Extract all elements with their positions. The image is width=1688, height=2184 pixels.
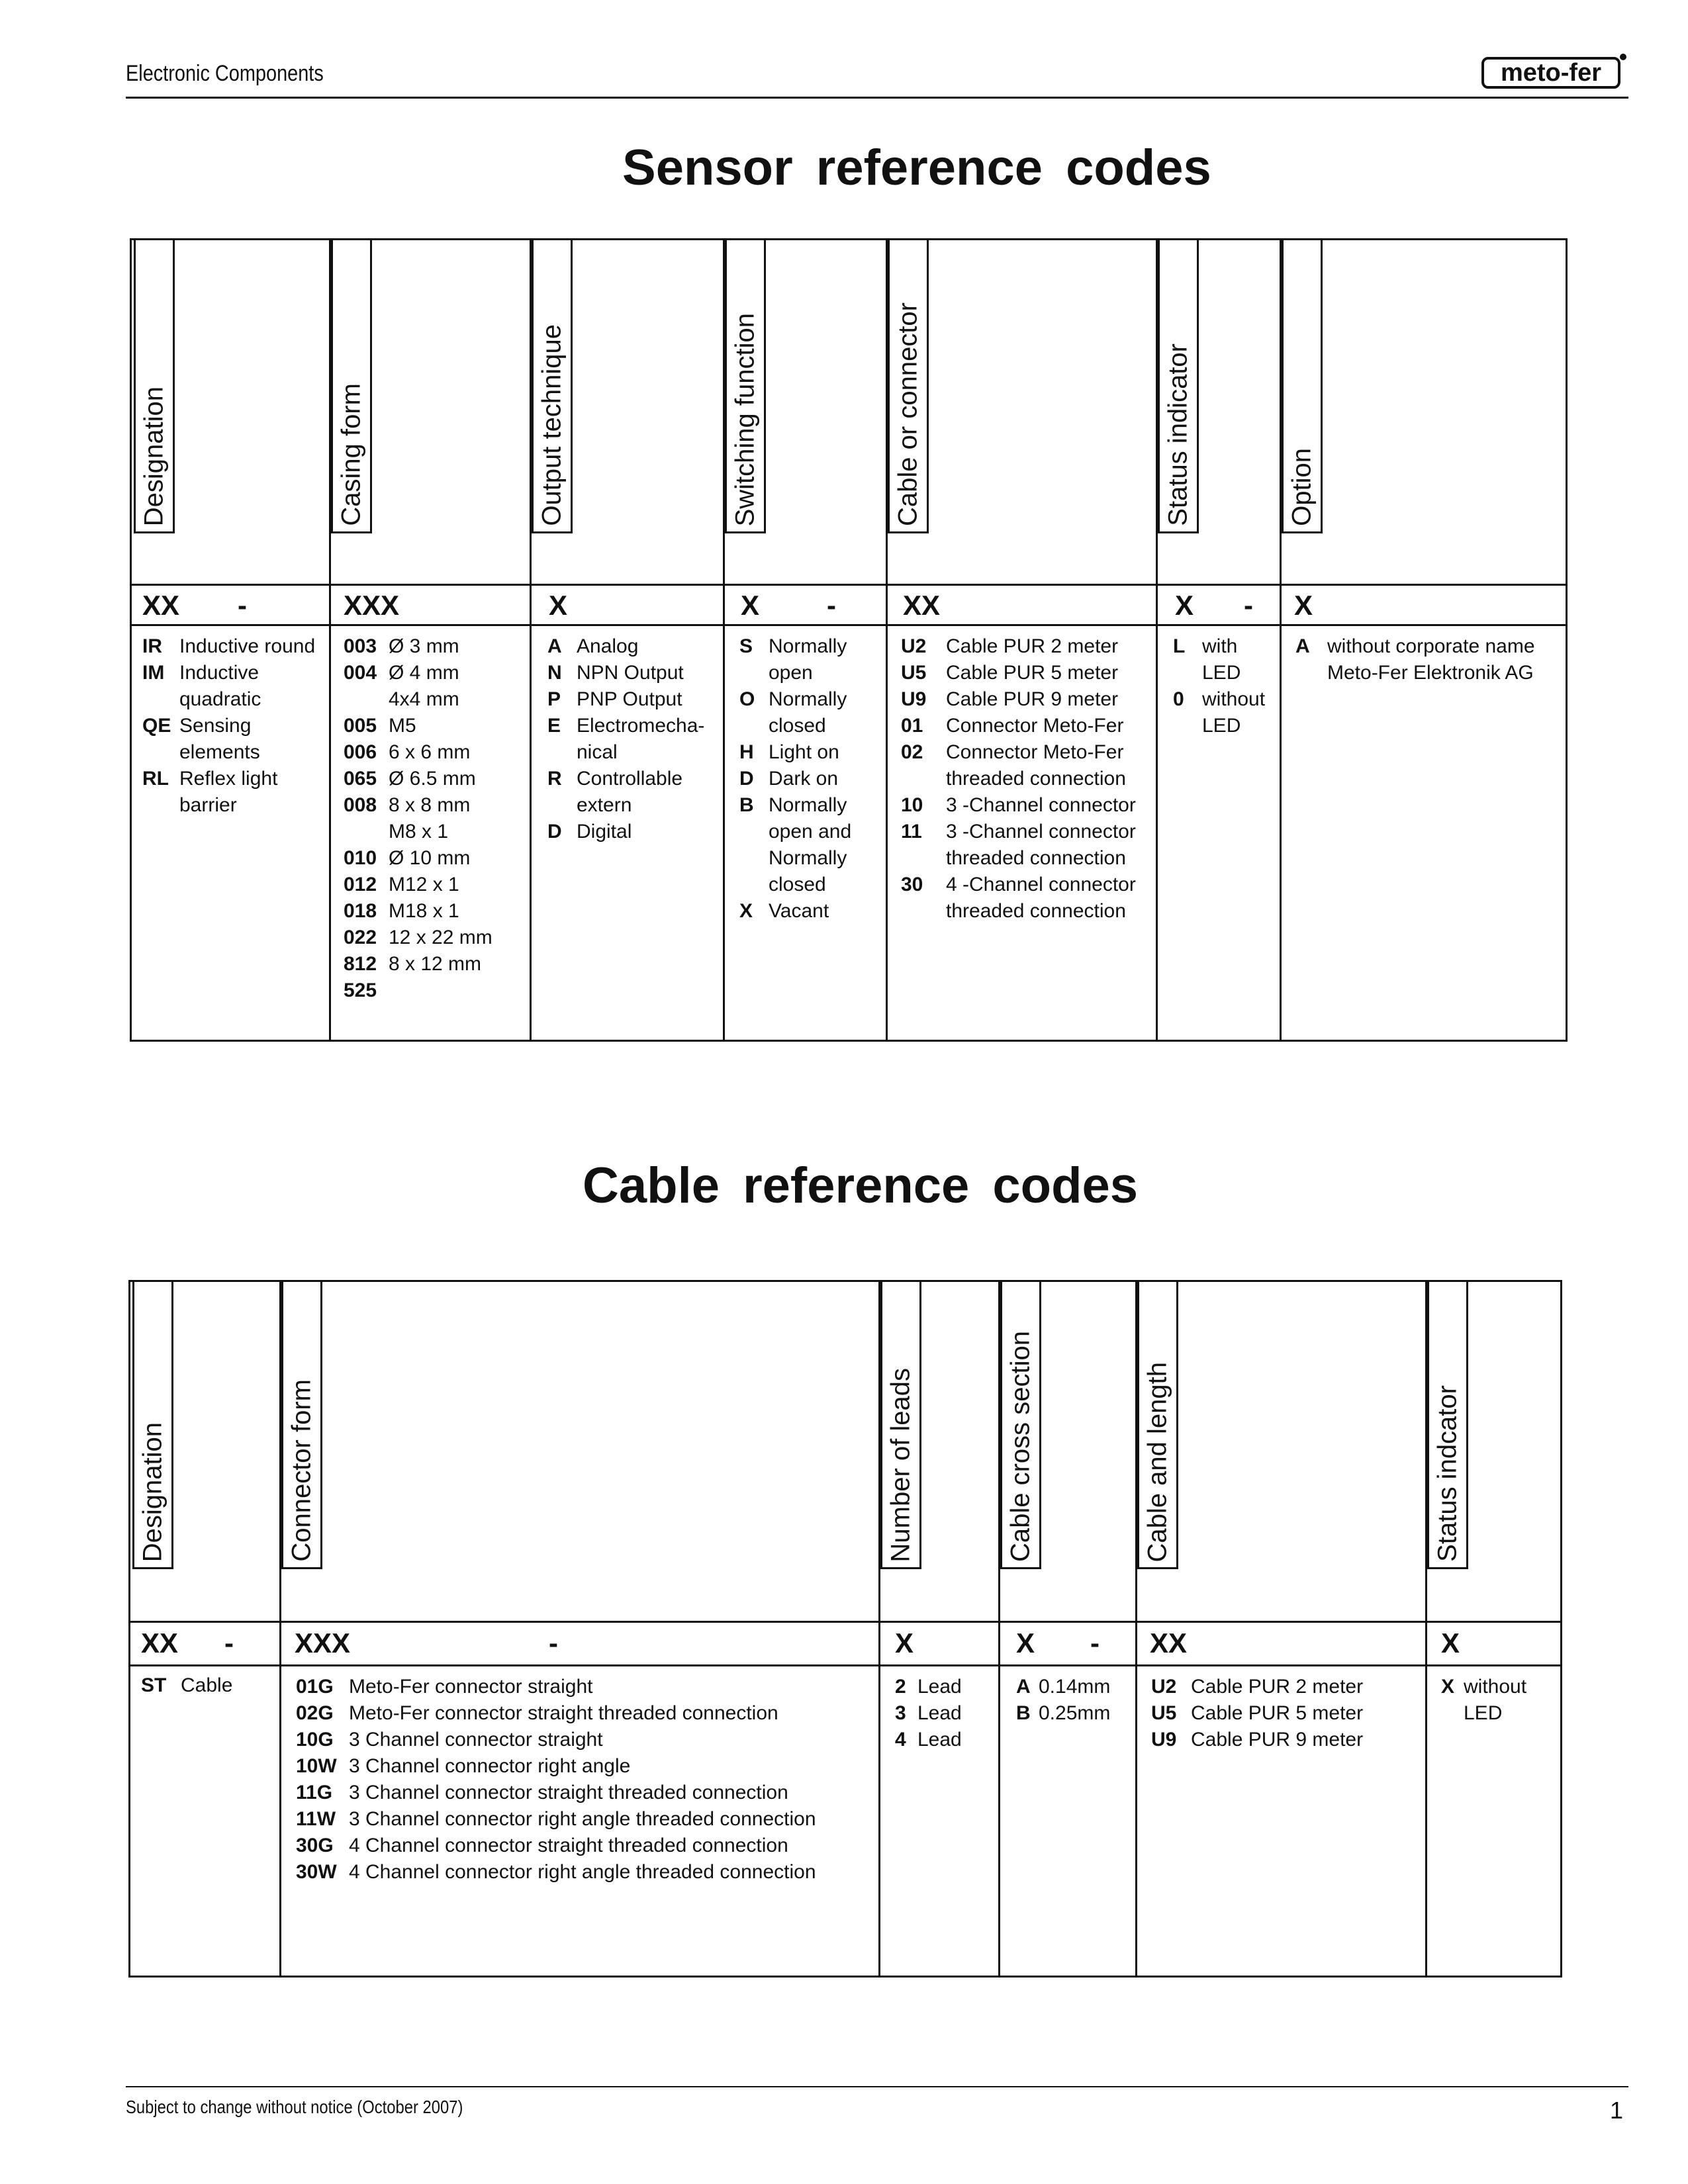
item-code: [344, 686, 389, 713]
sensor-designation-list: [142, 633, 315, 819]
item-description: Normally: [769, 794, 847, 816]
sensor-code-separator: -: [1244, 590, 1253, 621]
footer-rule: [126, 2086, 1628, 2087]
sensor-section-title: Sensor reference codes: [622, 140, 1211, 196]
list-item: [547, 819, 704, 845]
item-code: [142, 792, 179, 819]
list-item: [739, 739, 851, 766]
item-code: 018: [344, 900, 377, 922]
item-description: extern: [577, 794, 632, 816]
cable-code-designation: XX: [141, 1627, 179, 1659]
item-description: Cable: [181, 1674, 233, 1696]
cable-code-length: XX: [1150, 1627, 1188, 1659]
item-code: 02G: [296, 1702, 334, 1724]
sensor-code-switching: X: [741, 590, 760, 621]
item-description: Inductive round: [179, 635, 316, 657]
item-description: without: [1202, 688, 1266, 710]
item-description: LED: [1202, 715, 1241, 737]
item-code: 11G: [296, 1782, 333, 1803]
list-item: [739, 766, 851, 792]
item-description: Ø 10 mm: [389, 847, 471, 869]
item-description: Cable PUR 5 meter: [1191, 1702, 1364, 1724]
item-description: Ø 4 mm: [389, 662, 459, 684]
item-description: M5: [389, 715, 416, 737]
item-code: 812: [344, 953, 377, 975]
item-code: [739, 845, 769, 872]
list-item: [344, 713, 492, 739]
list-item: [901, 633, 1136, 660]
item-code: [901, 766, 946, 792]
item-code: [344, 819, 389, 845]
list-item: [344, 819, 492, 845]
list-item: [142, 739, 315, 766]
cable-leads-list: [895, 1674, 962, 1753]
list-item: [1151, 1727, 1363, 1753]
item-description: 8 x 12 mm: [389, 953, 482, 975]
item-code: B: [739, 794, 754, 816]
list-item: [296, 1780, 816, 1806]
sensor-code-separator: -: [827, 590, 836, 621]
item-description: closed: [769, 715, 826, 737]
item-description: Lead: [917, 1676, 962, 1698]
item-code: IM: [142, 662, 165, 684]
item-description: Normally: [769, 688, 847, 710]
item-code: P: [547, 688, 561, 710]
item-code: 30G: [296, 1835, 334, 1856]
item-code: 0: [1173, 688, 1184, 710]
list-item: [739, 845, 851, 872]
item-code: [739, 819, 769, 845]
list-item: [739, 633, 851, 660]
item-description: 12 x 22 mm: [389, 927, 492, 948]
item-code: N: [547, 662, 562, 684]
list-item: [1151, 1700, 1363, 1727]
list-item: [296, 1727, 816, 1753]
item-description: LED: [1464, 1702, 1503, 1724]
item-description: Light on: [769, 741, 839, 763]
cable-code-separator: -: [224, 1627, 234, 1659]
item-description: 3 -Channel connector: [946, 794, 1136, 816]
item-description: 0.14mm: [1039, 1676, 1111, 1698]
item-description: Lead: [917, 1729, 962, 1751]
sensor-header-designation: Designation: [134, 238, 175, 533]
item-code: X: [1441, 1676, 1455, 1698]
list-item: [1173, 713, 1265, 739]
list-item: [901, 872, 1136, 898]
item-description: threaded connection: [946, 900, 1126, 922]
list-item: [895, 1727, 962, 1753]
item-description: Cable PUR 9 meter: [946, 688, 1119, 710]
item-description: Cable PUR 2 meter: [1191, 1676, 1364, 1698]
item-code: 01: [901, 715, 923, 737]
list-item: [142, 660, 315, 686]
cable-code-status: X: [1441, 1627, 1460, 1659]
list-item: [547, 660, 704, 686]
item-code: A: [547, 635, 562, 657]
list-item: [1016, 1700, 1110, 1727]
item-description: Ø 6.5 mm: [389, 768, 476, 790]
item-description: 4 -Channel connector: [946, 874, 1136, 895]
sensor-code-cable: XX: [903, 590, 941, 621]
list-item: [296, 1700, 816, 1727]
item-description: 3 Channel connector right angle threaded connection: [349, 1808, 816, 1830]
list-item: [344, 872, 492, 898]
sensor-header-cable-or-connector: Cable or connector: [888, 238, 929, 533]
item-code: 10W: [296, 1755, 337, 1777]
sensor-code-status: X: [1175, 590, 1194, 621]
list-item: [547, 713, 704, 739]
item-code: A: [1295, 635, 1310, 657]
item-code: B: [1016, 1702, 1031, 1724]
list-item: [296, 1806, 816, 1833]
item-description: Analog: [577, 635, 639, 657]
list-item: [344, 978, 492, 1004]
item-code: [1173, 713, 1202, 739]
list-item: [1173, 686, 1265, 713]
cable-status-list: [1441, 1674, 1526, 1727]
item-code: S: [739, 635, 753, 657]
cable-designation-list: [141, 1672, 232, 1699]
cable-length-list: [1151, 1674, 1363, 1753]
cable-header-connector-form: Connector form: [281, 1280, 322, 1569]
item-code: 004: [344, 662, 377, 684]
item-code: 10G: [296, 1729, 334, 1751]
item-code: [1295, 660, 1327, 686]
cable-section-title: Cable reference codes: [583, 1158, 1139, 1214]
item-description: open: [769, 662, 813, 684]
cable-code-separator: -: [1090, 1627, 1100, 1659]
item-description: 6 x 6 mm: [389, 741, 471, 763]
list-item: [1441, 1700, 1526, 1727]
item-description: open and: [769, 821, 852, 842]
item-code: U5: [901, 662, 927, 684]
item-description: Normally: [769, 847, 847, 869]
sensor-code-designation: XX: [142, 590, 180, 621]
cable-header-designation: Designation: [132, 1280, 173, 1569]
item-code: 30: [901, 874, 923, 895]
item-description: 0.25mm: [1039, 1702, 1111, 1724]
list-item: [344, 686, 492, 713]
item-code: [739, 713, 769, 739]
list-item: [296, 1833, 816, 1859]
item-description: Sensing: [179, 715, 252, 737]
item-code: 003: [344, 635, 377, 657]
sensor-code-output: X: [549, 590, 568, 621]
item-description: Lead: [917, 1702, 962, 1724]
list-item: [739, 713, 851, 739]
item-description: threaded connection: [946, 768, 1126, 790]
item-code: [901, 845, 946, 872]
sensor-header-status-indicator: Status indicator: [1158, 238, 1199, 533]
sensor-header-option: Option: [1282, 238, 1323, 533]
sensor-header-switching-function: Switching function: [725, 238, 766, 533]
cable-header-status-indicator: Status indcator: [1427, 1280, 1468, 1569]
item-code: 065: [344, 768, 377, 790]
cable-header-cross-section: Cable cross section: [1000, 1280, 1041, 1569]
item-description: M18 x 1: [389, 900, 459, 922]
item-code: U9: [901, 688, 927, 710]
item-description: 3 Channel connector straight: [349, 1729, 603, 1751]
list-item: [901, 660, 1136, 686]
item-code: 010: [344, 847, 377, 869]
meto-fer-logo: [1481, 52, 1628, 90]
item-code: U9: [1151, 1729, 1177, 1751]
list-item: [344, 925, 492, 951]
item-code: D: [547, 821, 562, 842]
item-code: L: [1173, 635, 1186, 657]
item-description: Normally: [769, 635, 847, 657]
list-item: [547, 766, 704, 792]
item-description: Meto-Fer Elektronik AG: [1327, 662, 1534, 684]
list-item: [1441, 1674, 1526, 1700]
list-item: [739, 792, 851, 819]
cable-connector-list: [296, 1674, 816, 1886]
list-item: [901, 792, 1136, 819]
item-code: 2: [895, 1676, 906, 1698]
item-code: A: [1016, 1676, 1031, 1698]
item-code: [739, 872, 769, 898]
list-item: [344, 633, 492, 660]
item-description: closed: [769, 874, 826, 895]
sensor-status-list: [1173, 633, 1265, 739]
item-description: without corporate name: [1327, 635, 1535, 657]
list-item: [739, 686, 851, 713]
item-code: [142, 739, 179, 766]
item-code: 02: [901, 741, 923, 763]
item-code: IR: [142, 635, 162, 657]
list-item: [1173, 633, 1265, 660]
sensor-code-separator: -: [238, 590, 247, 621]
list-item: [142, 686, 315, 713]
list-item: [296, 1674, 816, 1700]
sensor-option-list: [1295, 633, 1535, 686]
list-item: [344, 739, 492, 766]
item-code: U2: [1151, 1676, 1177, 1698]
item-description: Meto-Fer connector straight: [349, 1676, 593, 1698]
item-code: 30W: [296, 1861, 337, 1883]
item-code: ST: [141, 1674, 167, 1696]
item-description: Controllable: [577, 768, 683, 790]
item-description: 3 Channel connector straight threaded connection: [349, 1782, 788, 1803]
header-title: Electronic Components: [126, 61, 324, 86]
item-description: with: [1202, 635, 1238, 657]
item-description: Connector Meto-Fer: [946, 741, 1124, 763]
sensor-switching-list: [739, 633, 851, 925]
item-description: Connector Meto-Fer: [946, 715, 1124, 737]
item-code: [547, 739, 577, 766]
list-item: [739, 872, 851, 898]
list-item: [344, 898, 492, 925]
list-item: [344, 792, 492, 819]
list-item: [142, 633, 315, 660]
list-item: [344, 951, 492, 978]
item-description: 4 Channel connector right angle threaded connection: [349, 1861, 816, 1883]
sensor-code-casing: XXX: [344, 590, 400, 621]
sensor-output-list: [547, 633, 704, 845]
footer-note: Subject to change without notice (October 2007): [126, 2097, 463, 2117]
item-code: 4: [895, 1729, 906, 1751]
list-item: [547, 633, 704, 660]
item-code: 01G: [296, 1676, 334, 1698]
item-description: nical: [577, 741, 618, 763]
list-item: [1295, 633, 1535, 660]
item-code: O: [739, 688, 755, 710]
cable-cross-section-list: [1016, 1674, 1110, 1727]
item-description: Reflex light: [179, 768, 278, 790]
list-item: [344, 660, 492, 686]
item-description: M12 x 1: [389, 874, 459, 895]
item-code: X: [739, 900, 753, 922]
item-description: elements: [179, 741, 260, 763]
list-item: [344, 766, 492, 792]
item-description: LED: [1202, 662, 1241, 684]
item-code: [901, 898, 946, 925]
item-description: without: [1464, 1676, 1527, 1698]
item-code: 008: [344, 794, 377, 816]
item-description: Cable PUR 2 meter: [946, 635, 1119, 657]
item-code: 006: [344, 741, 377, 763]
item-description: quadratic: [179, 688, 261, 710]
item-description: PNP Output: [577, 688, 682, 710]
item-description: 3 -Channel connector: [946, 821, 1136, 842]
item-code: 11: [901, 821, 922, 842]
sensor-code-option: X: [1294, 590, 1313, 621]
logo-text: meto-fer: [1500, 59, 1602, 87]
item-description: barrier: [179, 794, 237, 816]
item-code: [739, 660, 769, 686]
item-description: Vacant: [769, 900, 829, 922]
list-item: [901, 739, 1136, 766]
item-description: NPN Output: [577, 662, 684, 684]
list-item: [547, 686, 704, 713]
item-description: 4x4 mm: [389, 688, 459, 710]
list-item: [739, 819, 851, 845]
sensor-header-casing-form: Casing form: [331, 238, 372, 533]
item-description: Cable PUR 5 meter: [946, 662, 1119, 684]
item-code: [1173, 660, 1202, 686]
item-code: R: [547, 768, 562, 790]
item-description: Cable PUR 9 meter: [1191, 1729, 1364, 1751]
item-description: 8 x 8 mm: [389, 794, 471, 816]
item-code: D: [739, 768, 754, 790]
cable-code-cross-section: X: [1016, 1627, 1035, 1659]
item-code: QE: [142, 715, 171, 737]
list-item: [739, 898, 851, 925]
item-code: [142, 686, 179, 713]
list-item: [296, 1859, 816, 1886]
list-item: [901, 713, 1136, 739]
cable-code-connector: XXX: [295, 1627, 351, 1659]
list-item: [1151, 1674, 1363, 1700]
list-item: [142, 713, 315, 739]
list-item: [142, 792, 315, 819]
cable-header-cable-and-length: Cable and length: [1137, 1280, 1178, 1569]
cable-code-table: [128, 1280, 1562, 1978]
list-item: [344, 845, 492, 872]
cable-header-number-of-leads: Number of leads: [880, 1280, 921, 1569]
item-code: 012: [344, 874, 377, 895]
list-item: [547, 792, 704, 819]
item-code: 11W: [296, 1808, 336, 1830]
item-code: [547, 792, 577, 819]
item-description: Dark on: [769, 768, 839, 790]
item-code: RL: [142, 768, 169, 790]
list-item: [547, 739, 704, 766]
item-description: 3 Channel connector right angle: [349, 1755, 631, 1777]
item-code: [1441, 1700, 1464, 1727]
list-item: [739, 660, 851, 686]
item-description: M8 x 1: [389, 821, 449, 842]
sensor-header-output-technique: Output technique: [532, 238, 573, 533]
item-description: Ø 3 mm: [389, 635, 459, 657]
item-code: 10: [901, 794, 923, 816]
item-description: Electromecha-: [577, 715, 705, 737]
list-item: [901, 766, 1136, 792]
list-item: [895, 1674, 962, 1700]
item-code: U2: [901, 635, 927, 657]
item-code: U5: [1151, 1702, 1177, 1724]
list-item: [1173, 660, 1265, 686]
item-description: Meto-Fer connector straight threaded connection: [349, 1702, 778, 1724]
item-code: 525: [344, 979, 377, 1001]
item-description: Digital: [577, 821, 632, 842]
item-code: H: [739, 741, 754, 763]
item-code: 005: [344, 715, 377, 737]
cable-code-leads: X: [895, 1627, 914, 1659]
sensor-casing-list: [344, 633, 492, 1004]
list-item: [1295, 660, 1535, 686]
list-item: [901, 845, 1136, 872]
item-code: 022: [344, 927, 377, 948]
list-item: [142, 766, 315, 792]
sensor-cable-list: [901, 633, 1136, 925]
list-item: [141, 1672, 232, 1699]
sensor-code-table: [130, 238, 1568, 1042]
item-code: E: [547, 715, 561, 737]
list-item: [901, 898, 1136, 925]
list-item: [901, 686, 1136, 713]
cable-code-separator: -: [549, 1627, 558, 1659]
item-description: 4 Channel connector straight threaded connection: [349, 1835, 788, 1856]
list-item: [901, 819, 1136, 845]
list-item: [1016, 1674, 1110, 1700]
item-description: threaded connection: [946, 847, 1126, 869]
list-item: [296, 1753, 816, 1780]
item-description: Inductive: [179, 662, 259, 684]
item-code: 3: [895, 1702, 906, 1724]
header-rule: [126, 97, 1628, 99]
list-item: [895, 1700, 962, 1727]
page-number: 1: [1610, 2097, 1624, 2124]
